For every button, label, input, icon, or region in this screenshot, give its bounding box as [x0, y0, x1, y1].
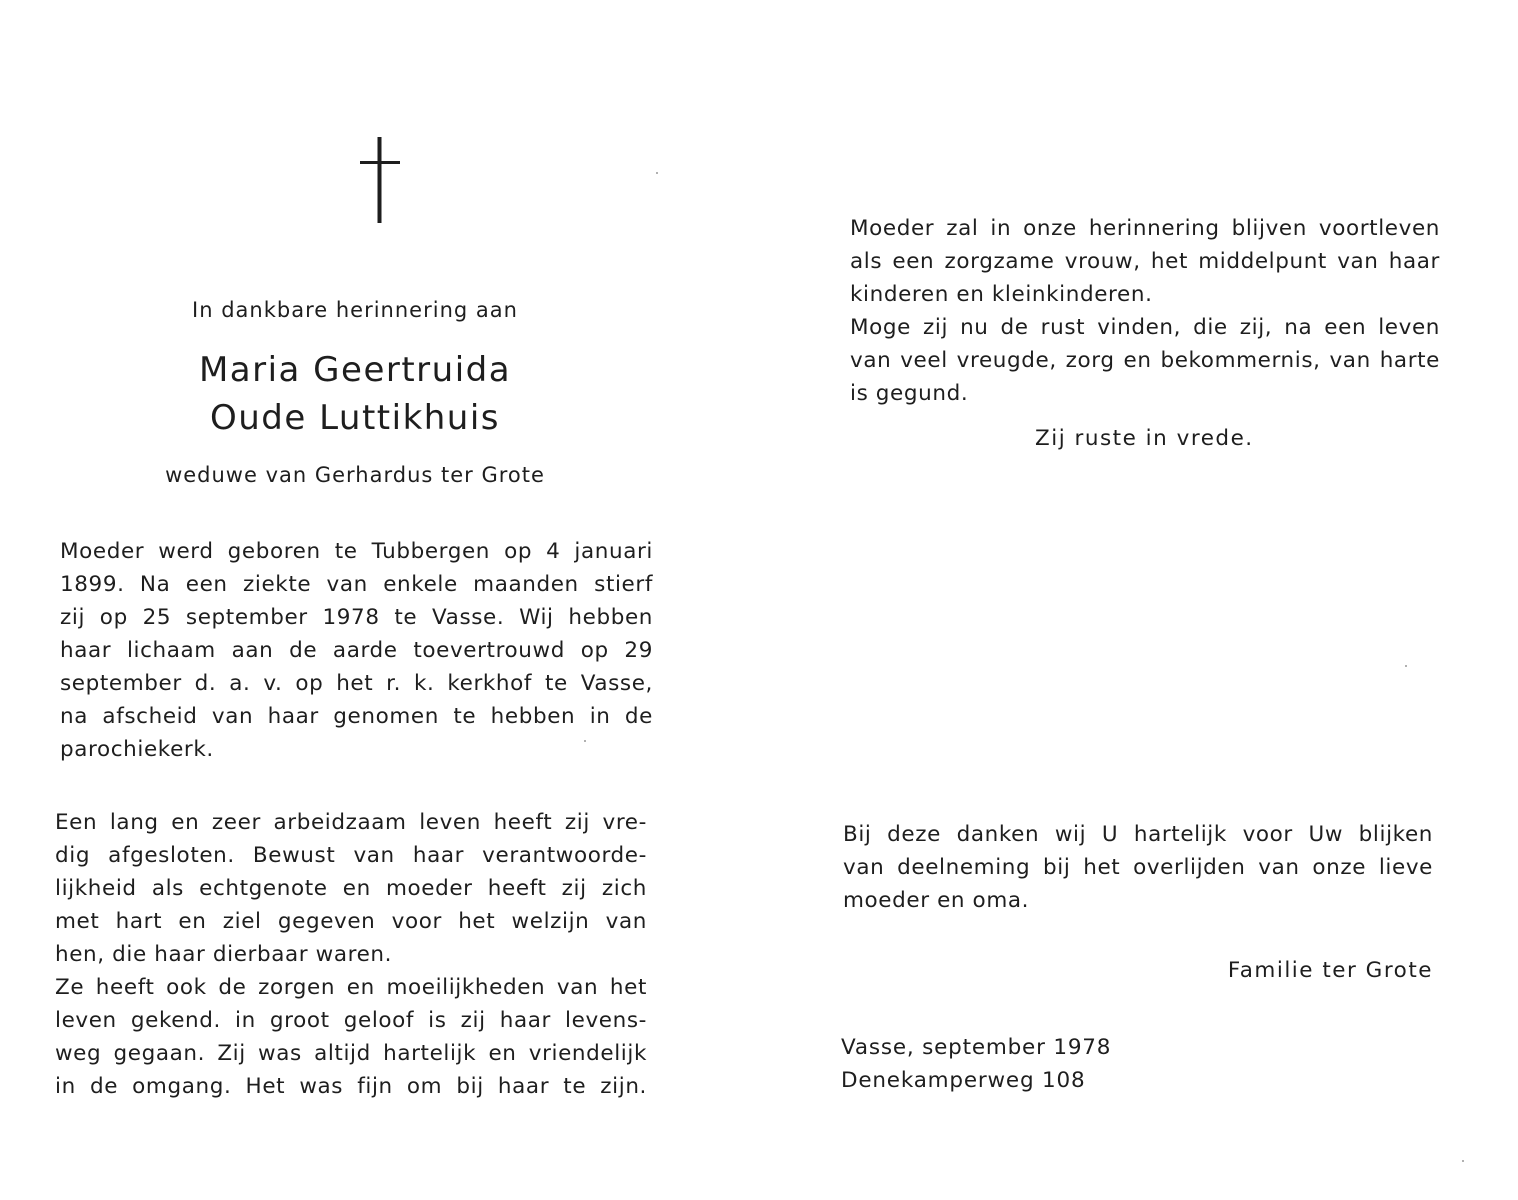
text-line: 1899. Na een ziekte van enkele maanden stierf	[60, 572, 653, 597]
text-line: met hart en ziel gegeven voor het welzijn van	[55, 909, 647, 934]
cross-icon	[360, 137, 400, 223]
text-line: Moge zij nu de rust vinden, die zij, na een leven	[850, 315, 1440, 340]
text-line: van veel vreugde, zorg en bekommernis, van harte	[850, 348, 1440, 373]
text-line: haar lichaam aan de aarde toevertrouwd op 29	[60, 638, 653, 663]
paper-speck	[1405, 665, 1407, 667]
biography-paragraph	[60, 535, 653, 766]
text-line: leven gekend. in groot geloof is zij haar levens-	[55, 1008, 647, 1033]
text-line: als een zorgzame vrouw, het middelpunt van haar	[850, 249, 1440, 274]
text-line: moeder en oma.	[843, 888, 1030, 913]
deceased-name-first: Maria Geertruida	[198, 350, 512, 390]
paper-speck	[1462, 1160, 1464, 1162]
address: Denekamperweg 108	[841, 1068, 1086, 1093]
family-signature: Familie ter Grote	[1227, 958, 1433, 983]
text-line: in de omgang. Het was fijn om bij haar te zijn.	[55, 1074, 647, 1099]
memory-paragraph	[850, 212, 1440, 410]
text-line: september d. a. v. op het r. k. kerkhof te Vasse,	[60, 671, 653, 696]
life-paragraph	[55, 806, 647, 1103]
place-and-address	[841, 1031, 1111, 1097]
widow-of-line: weduwe van Gerhardus ter Grote	[165, 463, 545, 487]
text-line: hen, die haar dierbaar waren.	[55, 942, 393, 967]
paper-speck	[584, 740, 586, 742]
text-line: is gegund.	[850, 381, 969, 406]
text-line: dig afgesloten. Bewust van haar verantwoorde-	[55, 843, 647, 868]
place-date: Vasse, september 1978	[841, 1035, 1112, 1060]
text-line: Bij deze danken wij U hartelijk voor Uw blijken	[843, 822, 1433, 847]
text-line: parochiekerk.	[60, 737, 214, 762]
text-line: weg gegaan. Zij was altijd hartelijk en vriendelijk	[55, 1041, 647, 1066]
paper-speck	[656, 172, 658, 174]
text-line: kinderen en kleinkinderen.	[850, 282, 1153, 307]
text-line: van deelneming bij het overlijden van onze lieve	[843, 855, 1433, 880]
deceased-name-last: Oude Luttikhuis	[209, 398, 501, 438]
text-line: Moeder zal in onze herinnering blijven voortleven	[850, 216, 1440, 241]
thanks-paragraph	[843, 818, 1433, 917]
text-line: Moeder werd geboren te Tubbergen op 4 januari	[60, 539, 653, 564]
text-line: zij op 25 september 1978 te Vasse. Wij hebben	[60, 605, 653, 630]
text-line: na afscheid van haar genomen te hebben in de	[60, 704, 653, 729]
rest-in-peace: Zij ruste in vrede.	[1035, 426, 1254, 451]
text-line: Ze heeft ook de zorgen en moeilijkheden van het	[55, 975, 647, 1000]
text-line: Een lang en zeer arbeidzaam leven heeft zij vre-	[55, 810, 647, 835]
text-line: lijkheid als echtgenote en moeder heeft zij zich	[55, 876, 647, 901]
memorial-intro: In dankbare herinnering aan	[192, 298, 518, 322]
